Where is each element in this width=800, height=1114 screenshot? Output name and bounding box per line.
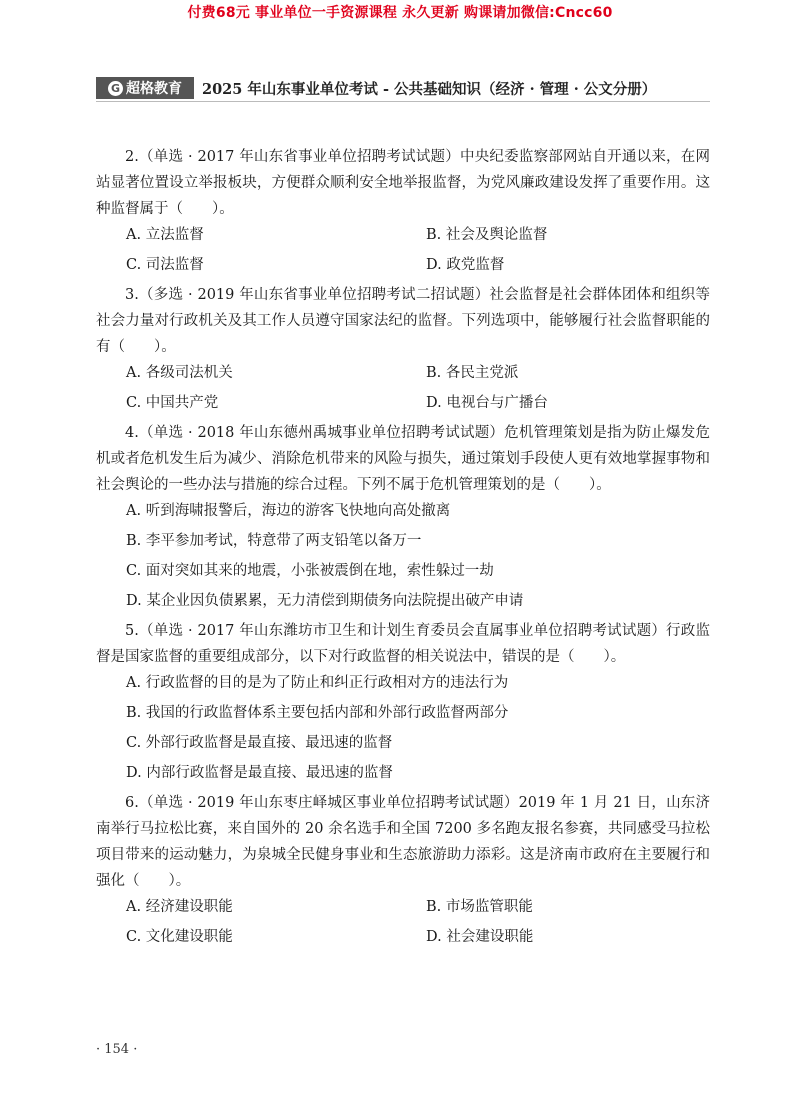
option-c: C. 外部行政监督是最直接、最迅速的监督 [126, 735, 393, 751]
question-5 [96, 618, 710, 786]
question-stem: 2.（单选 · 2017 年山东省事业单位招聘考试试题）中央纪委监察部网站自开通以来，在网站显著位置设立举报板块，方便群众顺利安全地举报监督，为党风廉政建设发挥了重要作用。这种监督属于（ ）。 [96, 149, 710, 217]
question-2 [96, 144, 710, 278]
option-row [96, 222, 710, 248]
option-row [96, 252, 710, 278]
option-a: A. 各级司法机关 [126, 365, 233, 381]
option-row [96, 924, 710, 950]
option-b: B. 各民主党派 [426, 365, 519, 381]
option-d: D. 政党监督 [426, 257, 505, 273]
publisher-logo [96, 77, 194, 99]
option-row [96, 894, 710, 920]
option-row [96, 390, 710, 416]
question-6 [96, 790, 710, 950]
page-number: · 154 · [96, 1042, 138, 1057]
option-c: C. 面对突如其来的地震，小张被震倒在地，索性躲过一劫 [126, 563, 494, 579]
option-c: C. 文化建设职能 [126, 929, 233, 945]
promo-banner: 付费68元 事业单位一手资源课程 永久更新 购课请加微信:Cncc60 [187, 5, 613, 21]
option-c: C. 中国共产党 [126, 395, 219, 411]
logo-g-icon: G [108, 81, 123, 96]
question-list [96, 144, 710, 954]
option-a: A. 听到海啸报警后，海边的游客飞快地向高处撤离 [126, 503, 451, 519]
option-b: B. 社会及舆论监督 [426, 227, 548, 243]
question-stem: 3.（多选 · 2019 年山东省事业单位招聘考试二招试题）社会监督是社会群体团体和组织等社会力量对行政机关及其工作人员遵守国家法纪的监督。下列选项中，能够履行社会监督职能的有（ ）。 [96, 287, 710, 355]
logo-text: 超格教育 [126, 81, 182, 97]
option-d: D. 电视台与广播台 [426, 395, 548, 411]
question-stem: 4.（单选 · 2018 年山东德州禹城事业单位招聘考试试题）危机管理策划是指为防止爆发危机或者危机发生后为减少、消除危机带来的风险与损失，通过策划手段使人更有效地掌握事物和社会舆论的一些办法与措施的综合过程。下列不属于危机管理策划的是（ ）。 [96, 425, 710, 493]
question-stem: 5.（单选 · 2017 年山东潍坊市卫生和计划生育委员会直属事业单位招聘考试试题）行政监督是国家监督的重要组成部分，以下对行政监督的相关说法中，错误的是（ ）。 [96, 623, 710, 665]
page-header [96, 76, 716, 100]
option-row [96, 360, 710, 386]
book-title: 2025 年山东事业单位考试 - 公共基础知识（经济 · 管理 · 公文分册） [202, 80, 657, 98]
option-d: D. 内部行政监督是最直接、最迅速的监督 [126, 765, 393, 781]
option-b: B. 我国的行政监督体系主要包括内部和外部行政监督两部分 [126, 705, 509, 721]
question-4 [96, 420, 710, 614]
header-divider [96, 101, 710, 102]
option-a: A. 行政监督的目的是为了防止和纠正行政相对方的违法行为 [126, 675, 509, 691]
option-d: D. 某企业因负债累累，无力清偿到期债务向法院提出破产申请 [126, 593, 524, 609]
option-a: A. 立法监督 [126, 227, 204, 243]
option-d: D. 社会建设职能 [426, 929, 534, 945]
option-c: C. 司法监督 [126, 257, 204, 273]
question-3 [96, 282, 710, 416]
option-b: B. 市场监管职能 [426, 899, 533, 915]
option-b: B. 李平参加考试，特意带了两支铅笔以备万一 [126, 533, 422, 549]
option-a: A. 经济建设职能 [126, 899, 233, 915]
question-stem: 6.（单选 · 2019 年山东枣庄峄城区事业单位招聘考试试题）2019 年 1 月 21 日，山东济南举行马拉松比赛，来自国外的 20 余名选手和全国 7200 多名跑友报名参赛，共同感受马拉松项目带来的运动魅力，为泉城全民健身事业和生态旅游助力添彩。这是济南市政府在主要履行和强化（ ）。 [96, 795, 710, 889]
